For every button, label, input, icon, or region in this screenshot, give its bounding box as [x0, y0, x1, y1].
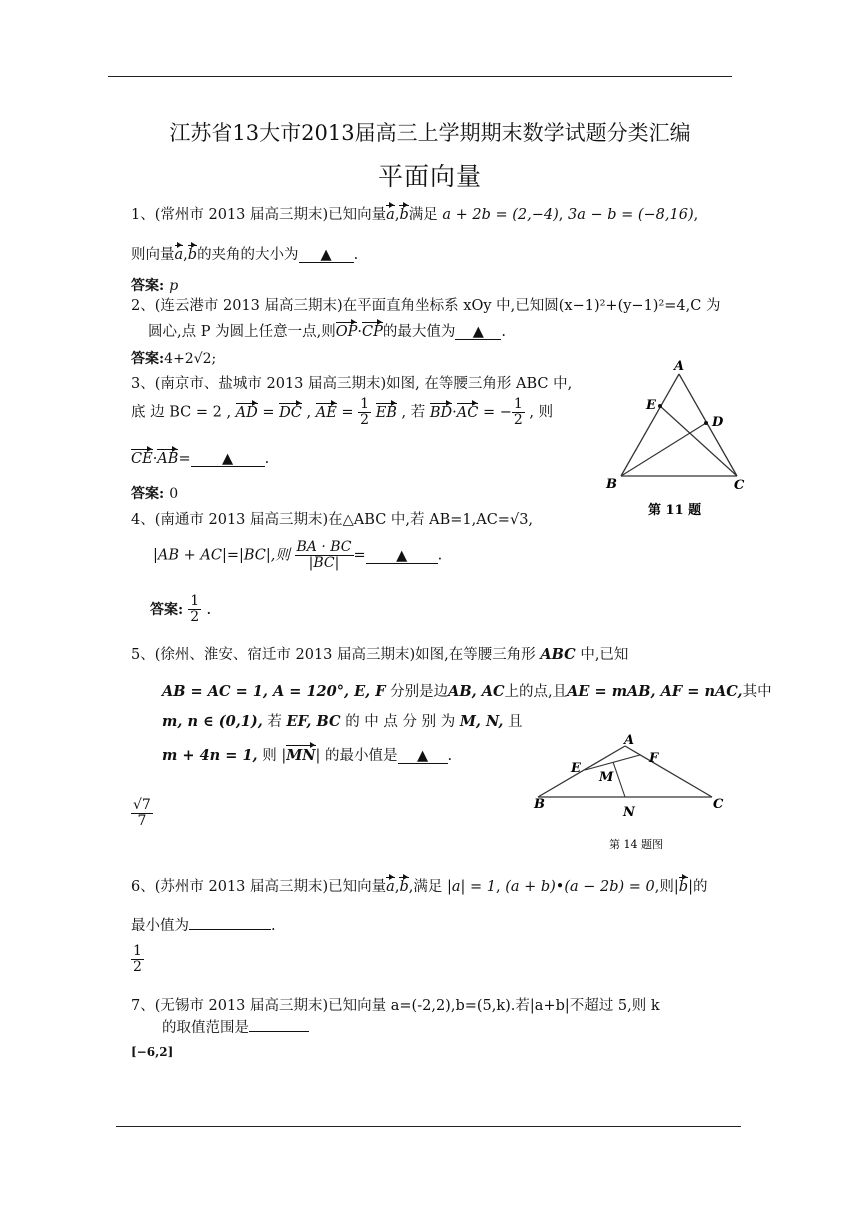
q5-line1: 5、(徐州、淮安、宿迁市 2013 届高三期末)如图,在等腰三角形 ABC 中,已知 [131, 646, 629, 663]
q3-segment-bd [621, 423, 706, 476]
q1-answer: 答案: p [131, 278, 179, 294]
q6-line2: 最小值为 . [131, 918, 276, 934]
q3-side-ab [621, 374, 679, 476]
q3-figure-caption: 第 11 题 [648, 503, 702, 518]
q3-label-a: A [674, 359, 685, 374]
q5-side-ac [625, 746, 712, 797]
q7-answer: [−6,2] [131, 1045, 174, 1059]
q5-line2: AB = AC = 1, A = 120°, E, F 分别是边AB, AC上的点,且AE = mAB, AF = nAC,其中 [162, 683, 772, 700]
q3-label-b: B [606, 477, 617, 492]
q3-point-d [704, 421, 708, 425]
q5-label-c: C [713, 797, 724, 812]
q3-label-d: D [712, 415, 724, 430]
q2-line2: 圆心,点 P 为圆上任意一点,则OP·CP的最大值为 ▲ . [148, 324, 506, 340]
q6-line1: 6、(苏州市 2013 届高三期末)已知向量a,b,满足 |a| = 1, (a + b)•(a − 2b) = 0,则|b|的 [131, 879, 708, 895]
q4-line2: |AB + AC|=|BC|,则 $\frac{BA \cdot BC}{|BC|}$ = ▲ . [153, 539, 443, 571]
q5-segment-mn [613, 762, 625, 797]
q7-line2: 的取值范围是 [162, 1016, 309, 1037]
q6-answer: $\frac{1}{2}$ [133, 943, 142, 975]
q5-label-e: E [571, 761, 581, 776]
q5-line3: m, n ∈ (0,1), 若 EF, BC 的 中 点 分 别 为 M, N, 且 [162, 713, 523, 730]
section-title: 平面向量 [377, 162, 482, 191]
q3-side-ac [679, 374, 737, 476]
q7-line1: 7、(无锡市 2013 届高三期末)已知向量 a=(-2,2),b=(5,k).若|a+b|不超过 5,则 k [131, 998, 660, 1014]
q3-line2: 底 边 BC = 2 , AD = DC , AE = $\frac{1}{2}$ EB , 若 BD·AC = − $\frac{1}{2}$ , 则 [131, 396, 554, 428]
footer-rule [116, 1126, 741, 1127]
q5-label-n: N [623, 805, 635, 820]
q5-label-f: F [649, 751, 659, 766]
page-title: 江苏省13大市2013届高三上学期期末数学试题分类汇编 [169, 121, 691, 145]
q5-label-m: M [599, 770, 614, 785]
q4-answer: 答案: $\frac{1}{2}$ . [150, 593, 212, 625]
header-rule [108, 76, 732, 77]
q1-line1: 1、(常州市 2013 届高三期末)已知向量a,b满足 a + 2b = (2,−4), 3a − b = (−8,16), [131, 207, 699, 223]
q3-segment-ce [660, 406, 737, 476]
q3-point-e [658, 404, 662, 408]
q5-segment-ef [585, 755, 640, 770]
q3-label-e: E [646, 398, 656, 413]
q2-line1: 2、(连云港市 2013 届高三期末)在平面直角坐标系 xOy 中,已知圆(x−1)²+(y−1)²=4,C 为 [131, 298, 721, 314]
q5-label-b: B [534, 797, 545, 812]
q3-line1: 3、(南京市、盐城市 2013 届高三期末)如图, 在等腰三角形 ABC 中, [131, 376, 573, 392]
q3-line3: CE·AB= ▲ . [131, 451, 270, 467]
q5-answer: $\frac{√7}{7}$ [133, 797, 151, 829]
q3-answer: 答案: 0 [131, 486, 179, 502]
q1-line2: 则向量a,b的夹角的大小为 ▲ . [131, 247, 359, 263]
q5-line4: m + 4n = 1, 则 |MN| 的最小值是 ▲ . [162, 747, 453, 764]
q5-figure-caption: 第 14 题图 [609, 838, 663, 851]
q4-line1: 4、(南通市 2013 届高三期末)在△ABC 中,若 AB=1,AC=√3, [131, 512, 534, 528]
q3-label-c: C [734, 478, 745, 493]
q2-answer: 答案:4+2√2; [131, 351, 217, 367]
q5-figure [525, 730, 730, 855]
q3-figure [600, 356, 750, 526]
q5-label-a: A [624, 733, 635, 748]
